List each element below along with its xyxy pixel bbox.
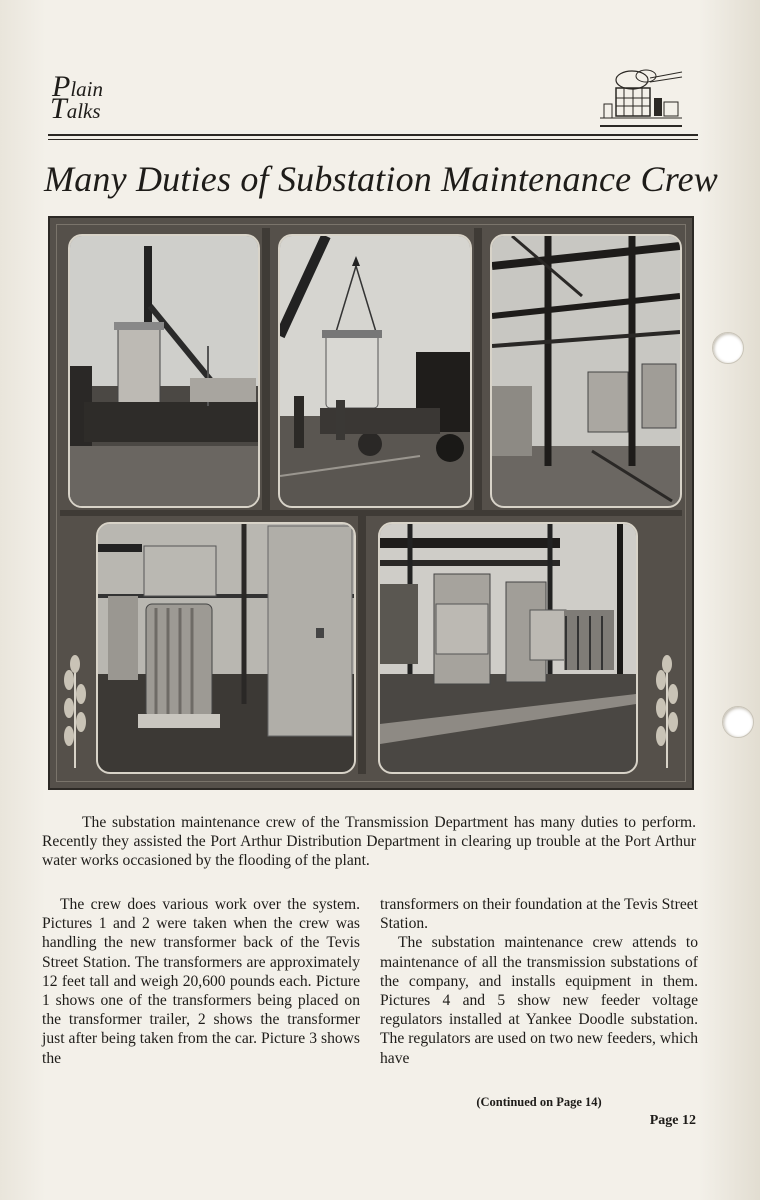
photo-4-feeder-regulator — [96, 522, 356, 774]
page-number: Page 12 — [649, 1113, 696, 1128]
lead-paragraph: The substation maintenance crew of the Transmission Department has many duties to perform. Recently they assisted the Port Arthur Distribution Department in clearing up trouble at the Port Arthur water works occasioned by the flooding of the plant. — [42, 814, 696, 870]
page-title: Many Duties of Substation Maintenance Crew — [44, 159, 718, 199]
right-column-paragraph-2: The substation maintenance crew attends to maintenance of all the transmission substations of the company, and installs equipment in them. Pictures 4 and 5 show new feeder voltage regulators installed at Yankee Doodle substation. The regulators are used on two new feeders, which have — [380, 934, 698, 1067]
panel-divider — [358, 516, 366, 774]
right-column — [380, 895, 698, 1068]
photo-1-transformer-on-trailer — [68, 234, 260, 508]
panel-divider — [60, 510, 682, 516]
right-column-paragraph-1: transformers on their foundation at the Tevis Street Station. — [380, 896, 698, 933]
photo-5-regulators-yard — [378, 522, 638, 774]
photo-2-transformer-hoisted — [278, 234, 472, 508]
wheat-ornament-left-icon — [58, 650, 92, 770]
logo-line-plain: Plain — [52, 70, 103, 103]
logo-line-talks: Talks — [50, 92, 101, 125]
continued-note: (Continued on Page 14) — [476, 1095, 602, 1109]
plain-talks-logo — [48, 70, 138, 136]
panel-divider — [262, 228, 270, 514]
binder-hole-top — [712, 332, 744, 364]
header-rule — [48, 134, 698, 140]
left-column-text: The crew does various work over the system. Pictures 1 and 2 were taken when the crew was handling the new transformer back of the Tevis Street Station. The transformers are approximately 12 feet tall and weigh 20,600 pounds each. Picture 1 shows one of the transformers being placed on the transformer trailer, 2 shows the transformer just after being taken from the car. Picture 3 shows the — [42, 896, 360, 1067]
wheat-ornament-right-icon — [650, 650, 684, 770]
photo-3-transformers-on-foundation — [490, 234, 682, 508]
photo-panel — [48, 216, 694, 790]
power-plant-emblem-icon — [598, 68, 684, 132]
panel-divider — [474, 228, 482, 514]
binder-hole-bottom — [722, 706, 754, 738]
